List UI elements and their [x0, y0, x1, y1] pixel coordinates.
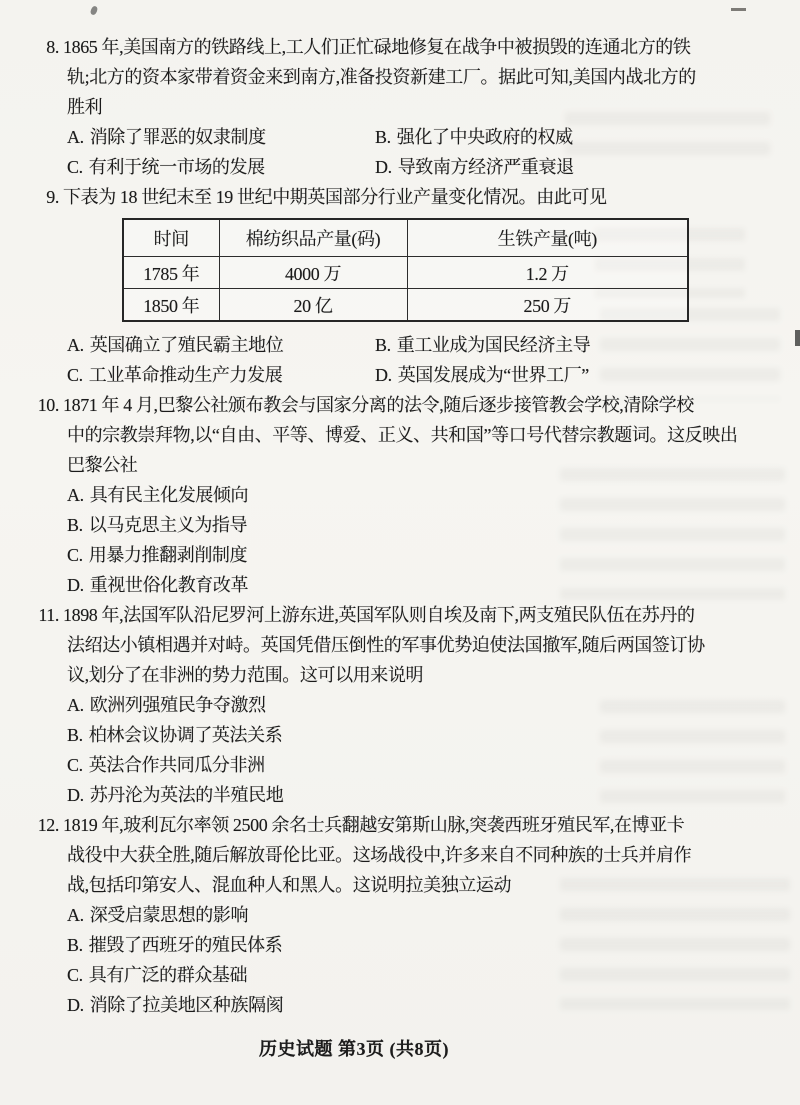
stem-text: 1898 年,法国军队沿尼罗河上游东进,英国军队则自埃及南下,两支殖民队伍在苏丹的 [63, 605, 695, 625]
option-text: 工业革命推动生产力发展 [88, 365, 283, 385]
option-9-c [67, 360, 375, 390]
question-number: 9. [46, 187, 59, 207]
table-header-row [123, 219, 688, 257]
option-label: C. [67, 965, 83, 985]
option-label: D. [67, 995, 84, 1015]
question-number: 10. [37, 395, 59, 415]
question-8-stem-line: 轨;北方的资本家带着资金来到南方,准备投资新建工厂。据此可知,美国内战北方的 [67, 67, 696, 87]
option-8-d [375, 152, 770, 182]
question-11-stem-line: 法绍达小镇相遇并对峙。英国凭借压倒性的军事优势迫使法国撤军,随后两国签订协 [67, 635, 705, 655]
question-10-stem-line: 中的宗教崇拜物,以“自由、平等、博爱、正义、共和国”等口号代替宗教题词。这反映出 [67, 425, 738, 445]
option-label: A. [67, 127, 84, 147]
table-cell: 4000 万 [219, 257, 407, 289]
question-8-options [30, 122, 770, 182]
option-text: 用暴力推翻剥削制度 [88, 545, 248, 565]
table-row [123, 257, 688, 289]
option-label: B. [67, 935, 83, 955]
option-label: C. [67, 157, 83, 177]
option-10-d [67, 570, 770, 600]
option-text: 强化了中央政府的权威 [396, 127, 573, 147]
option-text: 重工业成为国民经济主导 [396, 335, 591, 355]
scan-speck [731, 8, 746, 11]
table-cell: 1850 年 [123, 289, 219, 322]
option-text: 具有广泛的群众基础 [88, 965, 248, 985]
option-text: 苏丹沦为英法的半殖民地 [89, 785, 284, 805]
table-header-cell: 生铁产量(吨) [407, 219, 688, 257]
option-8-b [375, 122, 770, 152]
option-12-d [67, 990, 770, 1020]
stem-text: 下表为 18 世纪末至 19 世纪中期英国部分行业产量变化情况。由此可见 [63, 187, 607, 207]
question-12 [30, 810, 770, 1020]
option-text: 摧毁了西班牙的殖民体系 [88, 935, 283, 955]
option-label: B. [375, 127, 391, 147]
question-number: 8. [46, 37, 59, 57]
option-label: A. [67, 905, 84, 925]
question-10-options [30, 480, 770, 600]
option-label: A. [67, 485, 84, 505]
question-8-stem-line: 胜利 [67, 97, 103, 117]
q9-output-table [122, 218, 689, 322]
option-9-b [375, 330, 770, 360]
option-text: 欧洲列强殖民争夺激烈 [89, 695, 266, 715]
option-label: D. [375, 365, 392, 385]
question-9-stem-line [30, 182, 770, 212]
option-11-d [67, 780, 770, 810]
option-9-a [67, 330, 375, 360]
option-text: 英国确立了殖民霸主地位 [89, 335, 284, 355]
option-label: A. [67, 695, 84, 715]
option-text: 英国发展成为“世界工厂” [397, 365, 589, 385]
question-11-stem-line [30, 600, 770, 630]
option-11-c [67, 750, 770, 780]
question-11 [30, 600, 770, 810]
question-12-stem-line [30, 810, 770, 840]
option-8-c [67, 152, 375, 182]
option-text: 柏林会议协调了英法关系 [88, 725, 283, 745]
table-cell: 1785 年 [123, 257, 219, 289]
option-text: 以马克思主义为指导 [88, 515, 248, 535]
option-label: C. [67, 755, 83, 775]
stem-text: 1871 年 4 月,巴黎公社颁布教会与国家分离的法令,随后逐步接管教会学校,清除学校 [63, 395, 694, 415]
option-text: 深受启蒙思想的影响 [89, 905, 249, 925]
option-12-a [67, 900, 770, 930]
option-text: 具有民主化发展倾向 [89, 485, 249, 505]
option-8-a [67, 122, 375, 152]
option-label: B. [67, 725, 83, 745]
option-label: B. [375, 335, 391, 355]
option-10-b [67, 510, 770, 540]
option-9-d [375, 360, 770, 390]
question-12-stem-line: 战,包括印第安人、混血种人和黑人。这说明拉美独立运动 [67, 875, 512, 895]
question-12-stem-line: 战役中大获全胜,随后解放哥伦比亚。这场战役中,许多来自不同种族的士兵并肩作 [67, 845, 692, 865]
option-label: D. [67, 785, 84, 805]
option-12-c [67, 960, 770, 990]
option-11-a [67, 690, 770, 720]
question-11-stem-line: 议,划分了在非洲的势力范围。这可以用来说明 [67, 665, 424, 685]
page-footer: 历史试题 第3页 (共8页) [259, 1039, 449, 1059]
question-8-stem-line [30, 32, 770, 62]
question-9 [30, 182, 770, 390]
stem-text: 1865 年,美国南方的铁路线上,工人们正忙碌地修复在战争中被损毁的连通北方的铁 [63, 37, 691, 57]
table-header-cell: 时间 [123, 219, 219, 257]
option-label: C. [67, 365, 83, 385]
table-cell: 20 亿 [219, 289, 407, 322]
question-12-options [30, 900, 770, 1020]
option-10-a [67, 480, 770, 510]
option-label: B. [67, 515, 83, 535]
option-text: 导致南方经济严重衰退 [397, 157, 574, 177]
question-8 [30, 32, 770, 182]
stem-text: 1819 年,玻利瓦尔率领 2500 余名士兵翻越安第斯山脉,突袭西班牙殖民军,在博亚卡 [63, 815, 685, 835]
table-cell: 250 万 [407, 289, 688, 322]
option-label: C. [67, 545, 83, 565]
option-text: 消除了罪恶的奴隶制度 [89, 127, 266, 147]
option-10-c [67, 540, 770, 570]
question-number: 11. [38, 605, 59, 625]
question-9-options [30, 330, 770, 390]
option-label: A. [67, 335, 84, 355]
question-10-stem-line [30, 390, 770, 420]
scan-speck [90, 5, 99, 16]
option-text: 消除了拉美地区种族隔阂 [89, 995, 284, 1015]
option-text: 有利于统一市场的发展 [88, 157, 265, 177]
table-header-cell: 棉纺织品产量(码) [219, 219, 407, 257]
option-12-b [67, 930, 770, 960]
table-cell: 1.2 万 [407, 257, 688, 289]
table-row [123, 289, 688, 322]
option-label: D. [375, 157, 392, 177]
option-label: D. [67, 575, 84, 595]
question-11-options [30, 690, 770, 810]
option-text: 英法合作共同瓜分非洲 [88, 755, 265, 775]
option-11-b [67, 720, 770, 750]
question-number: 12. [37, 815, 59, 835]
question-10-stem-line: 巴黎公社 [67, 455, 138, 475]
option-text: 重视世俗化教育改革 [89, 575, 249, 595]
question-10 [30, 390, 770, 600]
scan-speck [795, 330, 800, 346]
